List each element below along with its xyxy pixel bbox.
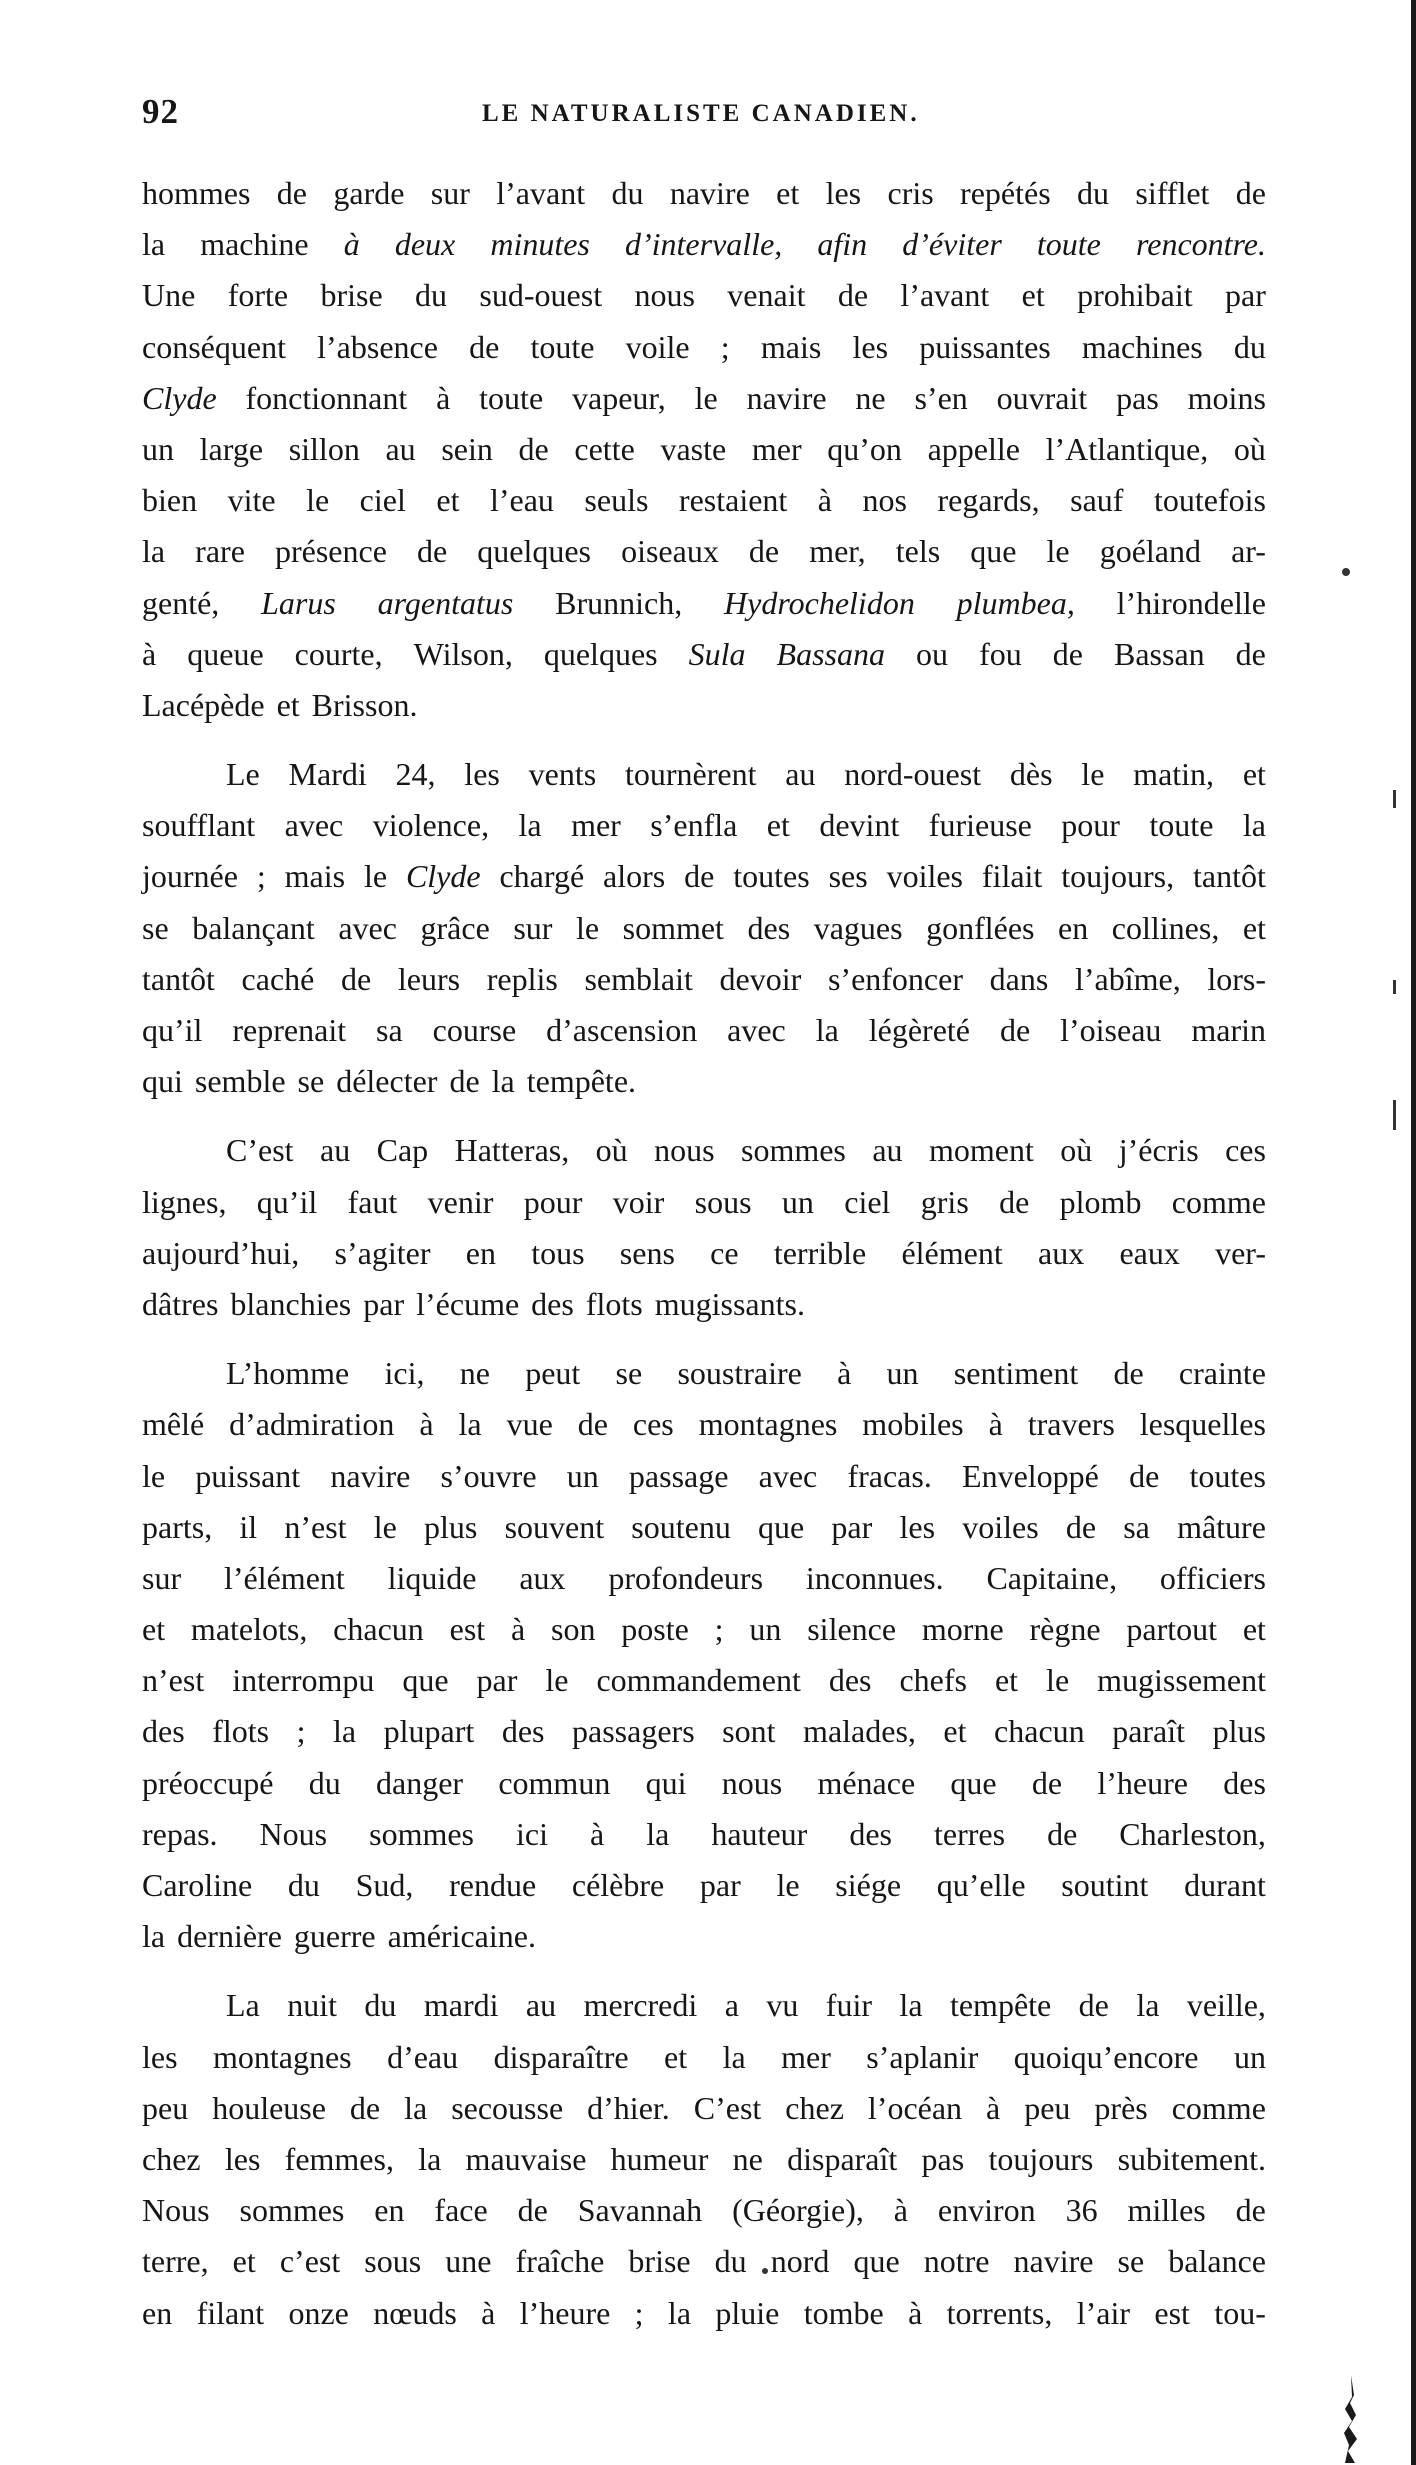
text-line: qu’il reprenait sa course d’ascension avec la légèreté de l’oiseau marin <box>142 1012 1266 1048</box>
text-line: Clyde fonctionnant à toute vapeur, le navire ne s’en ouvrait pas moins <box>142 379 1266 416</box>
paragraph <box>142 1348 1266 1962</box>
paragraph <box>142 1125 1266 1330</box>
text-line: la dernière guerre américaine. <box>142 1918 536 1955</box>
scan-mark <box>1393 1100 1396 1130</box>
text-line: qui semble se délecter de la tempête. <box>142 1063 637 1100</box>
text-line: se balançant avec grâce sur le sommet des vagues gonflées en collines, et <box>142 909 1266 946</box>
text-line: mêlé d’admiration à la vue de ces montagnes mobiles à travers lesquelles <box>142 1406 1266 1443</box>
text-line: Le Mardi 24, les vents tournèrent au nord-ouest dès le matin, et <box>226 756 1266 793</box>
text-line: des flots ; la plupart des passagers sont malades, et chacun paraît plus <box>142 1713 1266 1750</box>
text-line: bien vite le ciel et l’eau seuls restaient à nos regards, sauf toutefois <box>142 482 1266 519</box>
paragraph-gap <box>142 731 1266 749</box>
text-line: La nuit du mardi au mercredi a vu fuir la tempête de la veille, <box>226 1987 1266 2024</box>
body-text <box>142 168 1266 2339</box>
text-line: hommes de garde sur l’avant du navire et les cris repétés du sifflet de <box>142 175 1266 211</box>
text-line: les montagnes d’eau disparaître et la mer s’aplanir quoiqu’encore un <box>142 2038 1266 2075</box>
text-line: et matelots, chacun est à son poste ; un silence morne règne partout et <box>142 1611 1266 1648</box>
text-line: sur l’élément liquide aux profondeurs inconnues. Capitaine, officiers <box>142 1559 1266 1596</box>
text-line: Lacépède et Brisson. <box>142 686 418 723</box>
text-line: à queue courte, Wilson, quelques Sula Bassana ou fou de Bassan de <box>142 635 1266 672</box>
page-number: 92 <box>142 92 179 131</box>
text-line: soufflant avec violence, la mer s’enfla et devint furieuse pour toute la <box>142 807 1266 844</box>
scan-mark <box>1393 790 1396 808</box>
text-line: Caroline du Sud, rendue célèbre par le siége qu’elle soutint durant <box>142 1867 1266 1903</box>
paragraph-gap <box>142 1107 1266 1125</box>
text-line: tantôt caché de leurs replis semblait devoir s’enfoncer dans l’abîme, lors- <box>142 960 1266 997</box>
text-line: conséquent l’absence de toute voile ; mais les puissantes machines du <box>142 328 1266 365</box>
text-line: lignes, qu’il faut venir pour voir sous un ciel gris de plomb comme <box>142 1183 1266 1220</box>
scan-mark <box>1393 980 1396 994</box>
text-line: la machine à deux minutes d’intervalle, afin d’éviter toute rencontre. <box>142 226 1266 263</box>
text-line: le puissant navire s’ouvre un passage avec fracas. Enveloppé de toutes <box>142 1457 1266 1494</box>
running-title: LE NATURALISTE CANADIEN. <box>482 100 920 127</box>
text-line: journée ; mais le Clyde chargé alors de toutes ses voiles filait toujours, tantôt <box>142 858 1266 895</box>
text-line: C’est au Cap Hatteras, où nous sommes au moment où j’écris ces <box>226 1132 1266 1169</box>
text-line: Nous sommes en face de Savannah (Géorgie), à environ 36 milles de <box>142 2192 1266 2229</box>
paragraph <box>142 168 1266 731</box>
printers-ornament-icon <box>1340 2375 1362 2463</box>
text-line: genté, Larus argentatus Brunnich, Hydrochelidon plumbea, l’hirondelle <box>142 584 1266 621</box>
text-line: en filant onze nœuds à l’heure ; la pluie tombe à torrents, l’air est tou- <box>142 2294 1266 2331</box>
text-line: repas. Nous sommes ici à la hauteur des terres de Charleston, <box>142 1815 1266 1852</box>
text-line: préoccupé du danger commun qui nous ménace que de l’heure des <box>142 1764 1266 1801</box>
text-line: peu houleuse de la secousse d’hier. C’est chez l’océan à peu près comme <box>142 2089 1266 2126</box>
text-line: terre, et c’est sous une fraîche brise du nord que notre navire se balance <box>142 2243 1266 2280</box>
text-line: L’homme ici, ne peut se soustraire à un sentiment de crainte <box>226 1355 1266 1392</box>
paragraph <box>142 749 1266 1107</box>
text-line: aujourd’hui, s’agiter en tous sens ce terrible élément aux eaux ver- <box>142 1234 1266 1271</box>
paragraph <box>142 1980 1266 2338</box>
text-line: dâtres blanchies par l’écume des flots mugissants. <box>142 1285 805 1322</box>
paragraph-gap <box>142 1330 1266 1348</box>
scan-edge-rule <box>1411 0 1416 2465</box>
scan-mark <box>762 2268 768 2274</box>
text-line: Une forte brise du sud-ouest nous venait de l’avant et prohibait par <box>142 277 1266 314</box>
text-line: chez les femmes, la mauvaise humeur ne disparaît pas toujours subitement. <box>142 2140 1266 2177</box>
page-header <box>142 92 1266 132</box>
text-line: parts, il n’est le plus souvent soutenu que par les voiles de sa mâture <box>142 1508 1266 1545</box>
text-line: la rare présence de quelques oiseaux de mer, tels que le goéland ar- <box>142 533 1266 570</box>
scan-mark <box>1342 568 1350 576</box>
paragraph-gap <box>142 1962 1266 1980</box>
text-line: un large sillon au sein de cette vaste mer qu’on appelle l’Atlantique, où <box>142 430 1266 467</box>
text-line: n’est interrompu que par le commandement des chefs et le mugissement <box>142 1662 1266 1699</box>
